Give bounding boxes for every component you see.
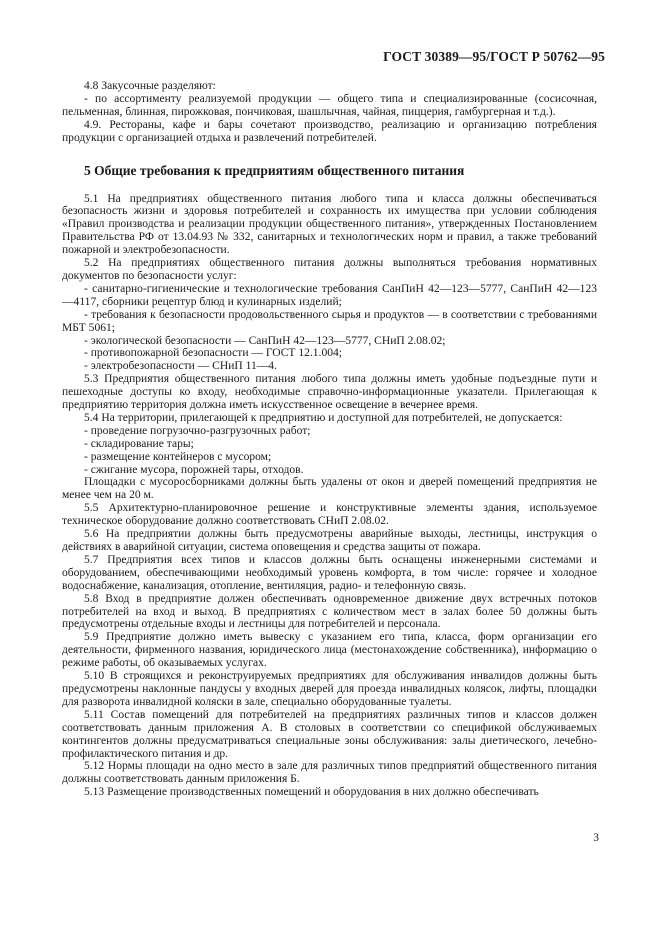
list-item: - складирование тары;: [84, 437, 194, 450]
list-item: - электробезопасности — СНиП 11—4.: [84, 360, 277, 373]
paragraph: 5.4 На территории, прилегающей к предприятию и доступной для потребителей, не допускается:: [84, 411, 563, 424]
paragraph: 5.9 Предприятие должно иметь вывеску с указанием его типа, класса, форм организации его деятельности, фирменного названия, юридического лица (местонахождение собственника), информацию о режиме работы, об оказываемых услугах.: [62, 631, 597, 670]
list-item: - противопожарной безопасности — ГОСТ 12.1.004;: [84, 347, 342, 360]
section-title: 5 Общие требования к предприятиям общественного питания: [84, 162, 465, 178]
list-item: - размещение контейнеров с мусором;: [84, 450, 272, 463]
paragraph: 4.8 Закусочные разделяют:: [84, 80, 216, 92]
paragraph: 5.12 Нормы площади на одно место в зале для различных типов предприятий общественного питания должны соответствовать данным приложения Б.: [62, 760, 597, 786]
paragraph: 5.1 На предприятиях общественного питания любого типа и класса должны обеспечиваться безопасность жизни и здоровья потребителей и сохранность их имущества при условии соблюдения «Правил производства и реализации продукции общественного питания», утвержденных Постановлением Правительства РФ от 13.04.93 № 332, санитарных и технологических норм и правил, а также требований пожарной и электробезопасности.: [62, 192, 597, 257]
paragraph: 5.6 На предприятии должны быть предусмотрены аварийные выходы, лестницы, инструкция о действиях в аварийной ситуации, система оповещения и средства защиты от пожара.: [62, 528, 597, 553]
paragraph: 4.9. Рестораны, кафе и бары сочетают производство, реализацию и организацию потребления продукции с организацией отдыха и развлечений потребителей.: [62, 118, 597, 144]
list-item: - проведение погрузочно-разгрузочных работ;: [84, 424, 311, 437]
list-item: - санитарно-гигиенические и технологические требования СанПиН 42—123—5777, СанПиН 42—123—4117, сборники рецептур блюд и кулинарных изделий;: [62, 282, 597, 308]
list-item: - экологической безопасности — СанПиН 42—123—5777, СНиП 2.08.02;: [84, 334, 446, 347]
paragraph: 5.11 Состав помещений для потребителей на предприятиях различных типов и классов должен соответствовать данным приложения А. В столовых в соответствии со спецификой обслуживаемых контингентов должны предусматриваться специальные зоны обслуживания: залы диетического, лечебно-профилактического питания и др.: [62, 708, 597, 760]
page-number: 3: [593, 832, 599, 844]
paragraph: 5.13 Размещение производственных помещений и оборудования в них должно обеспечивать: [84, 786, 539, 799]
paragraph: 5.3 Предприятия общественного питания любого типа должны иметь удобные подъездные пути и пешеходные доступы ко входу, необходимые справочно-информационные указатели. Прилегающая к предприятию территория должна иметь искусственное освещение в вечернее время.: [62, 373, 597, 412]
paragraph: 5.10 В строящихся и реконструируемых предприятиях для обслуживания инвалидов должны быть предусмотрены наклонные пандусы у входных дверей для проезда инвалидных колясок, лифты, площадки для разворота инвалидной коляски в зале, специально оборудованные туалеты.: [62, 670, 597, 708]
document-header: ГОСТ 30389—95/ГОСТ Р 50762—95: [383, 49, 605, 64]
list-item: - сжигание мусора, порожней тары, отходов.: [84, 463, 304, 476]
paragraph: - по ассортименту реализуемой продукции — общего типа и специализированные (сосисочная, пельменная, блинная, пирожковая, пончиковая, шашлычная, чайная, пиццерия, гамбургерная и т.д.).: [62, 92, 597, 118]
paragraph: 5.5 Архитектурно-планировочное решение и конструктивные элементы здания, используемое техническое оборудование должно соответствовать СНиП 2.08.02.: [62, 502, 597, 528]
paragraph: 5.7 Предприятия всех типов и классов должны быть оснащены инженерными системами и оборудованием, обеспечивающими необходимый уровень комфорта, в том числе: горячее и холодное водоснабжение, канализация, отопление, вентиляция, радио- и телефонную связь.: [62, 553, 597, 592]
list-item: - требования к безопасности продовольственного сырья и продуктов — в соответствии с требованиями МБТ 5061;: [62, 308, 597, 334]
paragraph: Площадки с мусоросборниками должны быть удалены от окон и дверей помещений предприятия не менее чем на 20 м.: [62, 476, 597, 502]
paragraph: 5.2 На предприятиях общественного питания должны выполняться требования нормативных документов по безопасности услуг:: [62, 257, 597, 282]
document-body: [62, 80, 597, 799]
paragraph: 5.8 Вход в предприятие должен обеспечивать одновременное движение двух встречных потоков потребителей на вход и выход. В предприятиях с количеством мест в залах более 50 должны быть предусмотрены отдельные входы и лестницы для потребителей и персонала.: [62, 592, 597, 631]
